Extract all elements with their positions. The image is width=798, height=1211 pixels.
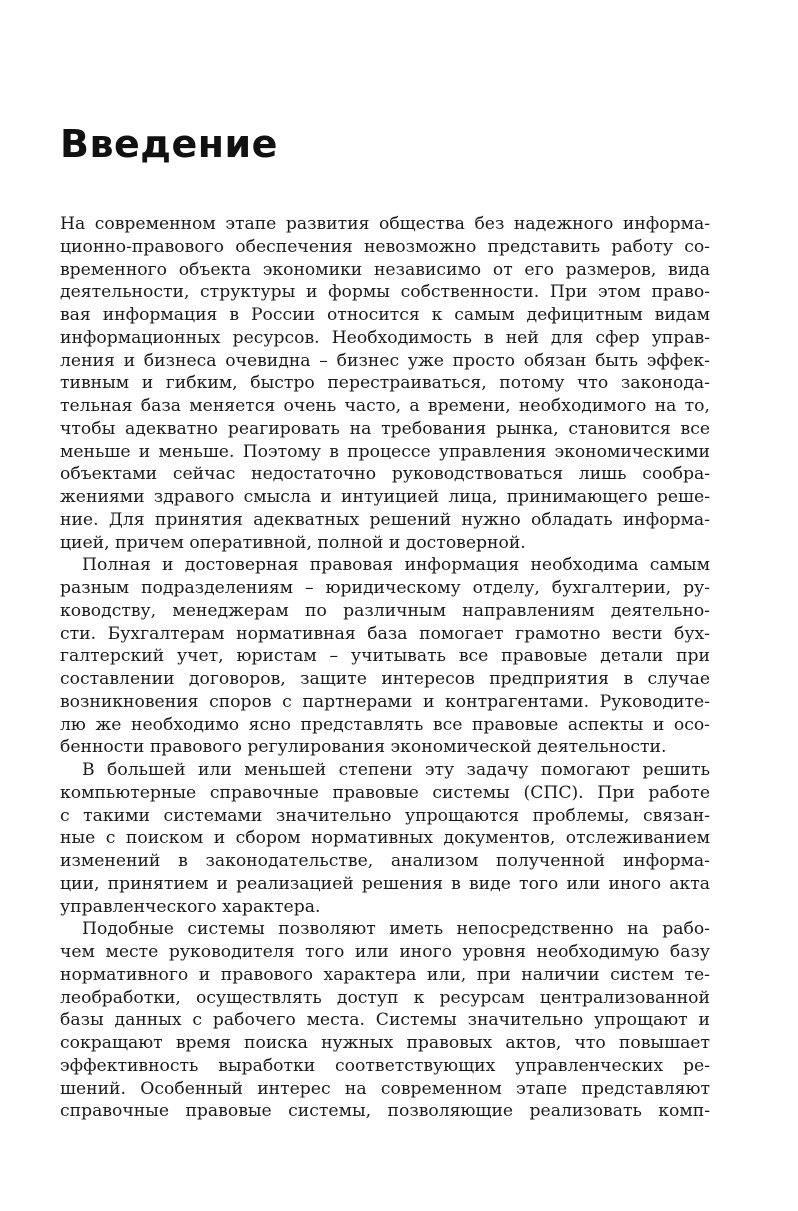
text-line: ководству, менеджерам по различным направлениям деятельно-: [60, 600, 710, 621]
text-line: чтобы адекватно реагировать на требования рынка, становится все: [60, 418, 710, 439]
text-line: Подобные системы позволяют иметь непосредственно на рабо-: [82, 919, 710, 940]
chapter-title: Введение: [60, 122, 278, 166]
text-line: ционно-правового обеспечения невозможно представить работу со-: [60, 236, 710, 257]
text-line: леобработки, осуществлять доступ к ресурсам централизованной: [60, 987, 710, 1008]
text-line: сти. Бухгалтерам нормативная база помогает грамотно вести бух-: [60, 623, 710, 644]
text-line: информационных ресурсов. Необходимость в ней для сфер управ-: [60, 327, 710, 348]
text-line: чем месте руководителя того или иного уровня необходимую базу: [60, 942, 710, 962]
text-line: объектами сейчас недостаточно руководствоваться лишь сообра-: [60, 464, 710, 485]
text-line: управленческого характера.: [60, 896, 321, 917]
text-line: изменений в законодательстве, анализом полученной информа-: [60, 851, 710, 871]
text-line: В большей или меньшей степени эту задачу помогают решить: [82, 760, 710, 780]
text-line: ления и бизнеса очевидна – бизнес уже просто обязан быть эффек-: [60, 350, 710, 371]
text-line: сокращают время поиска нужных правовых актов, что повышает: [60, 1033, 710, 1053]
text-line: шений. Особенный интерес на современном этапе представляют: [60, 1078, 710, 1099]
text-line: возникновения споров с партнерами и контрагентами. Руководите-: [60, 691, 710, 712]
paragraph: [60, 759, 710, 918]
text-line: ные с поиском и сбором нормативных документов, отслеживанием: [60, 828, 710, 849]
text-line: тивным и гибким, быстро перестраиваться, потому что законода-: [60, 373, 710, 394]
text-line: временного объекта экономики независимо от его размеров, вида: [60, 259, 710, 280]
text-line: тельная база меняется очень часто, а времени, необходимого на то,: [60, 396, 710, 416]
text-line: цией, причем оперативной, полной и достоверной.: [60, 532, 526, 553]
paragraph: [60, 918, 710, 1123]
text-line: На современном этапе развития общества без надежного информа-: [60, 214, 710, 234]
text-line: с такими системами значительно упрощаются проблемы, связан-: [60, 805, 710, 826]
text-line: компьютерные справочные правовые системы (СПС). При работе: [60, 782, 710, 803]
text-line: бенности правового регулирования экономической деятельности.: [60, 737, 667, 758]
text-line: меньше и меньше. Поэтому в процессе управления экономическими: [60, 441, 710, 462]
text-line: ние. Для принятия адекватных решений нужно обладать информа-: [60, 509, 710, 530]
text-line: вая информация в России относится к самым дефицитным видам: [60, 305, 710, 325]
text-line: эффективность выработки соответствующих управленческих ре-: [60, 1055, 710, 1076]
body-text: [60, 213, 710, 1123]
text-line: базы данных с рабочего места. Системы значительно упрощают и: [60, 1010, 710, 1031]
text-line: справочные правовые системы, позволяющие реализовать комп-: [60, 1101, 710, 1122]
paragraph: [60, 213, 710, 554]
text-line: ции, принятием и реализацией решения в виде того или иного акта: [60, 873, 710, 894]
text-line: Полная и достоверная правовая информация необходима самым: [82, 555, 710, 576]
text-line: разным подразделениям – юридическому отделу, бухгалтерии, ру-: [60, 578, 710, 598]
text-line: нормативного и правового характера или, при наличии систем те-: [60, 964, 710, 985]
text-line: жениями здравого смысла и интуицией лица, принимающего реше-: [60, 487, 710, 507]
text-line: деятельности, структуры и формы собственности. При этом право-: [60, 282, 710, 303]
text-line: лю же необходимо ясно представлять все правовые аспекты и осо-: [60, 714, 710, 735]
text-line: галтерский учет, юристам – учитывать все правовые детали при: [60, 646, 710, 667]
paragraph: [60, 554, 710, 759]
text-line: составлении договоров, защите интересов предприятия в случае: [60, 669, 710, 689]
